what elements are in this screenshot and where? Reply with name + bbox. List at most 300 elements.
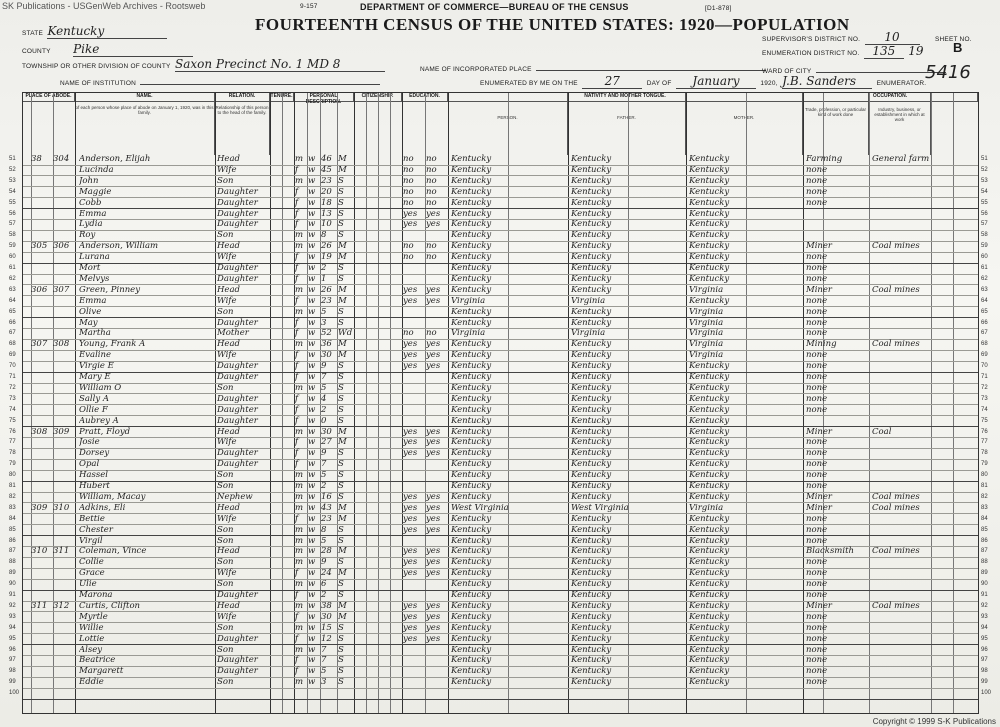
cell-bp: Kentucky: [451, 404, 492, 415]
cell-ms: M: [338, 600, 347, 611]
cell-race: w: [308, 546, 316, 557]
cell-fam: [53, 579, 75, 590]
cell-sex: f: [295, 197, 299, 208]
cell-fbp: Kentucky: [571, 284, 612, 295]
cell-sex: m: [295, 230, 304, 241]
cell-name: Ulie: [79, 579, 97, 590]
cell-dw: [31, 350, 53, 361]
township-value: Saxon Precinct No. 1 MD 8: [175, 57, 385, 72]
cell-occ: none: [806, 437, 828, 448]
cell-sex: f: [295, 568, 299, 579]
cell-ind: [872, 394, 930, 405]
cell-rel: Son: [217, 470, 234, 481]
line-number: 82: [9, 493, 16, 500]
cell-age: 9: [321, 361, 327, 372]
cell-age: 7: [321, 459, 327, 470]
cell-mbp: Kentucky: [689, 426, 730, 437]
cell-mbp: Kentucky: [689, 535, 730, 546]
cell-occ: none: [806, 611, 828, 622]
cell-ms: [338, 688, 352, 699]
cell-bp: Kentucky: [451, 459, 492, 470]
cell-race: w: [308, 655, 316, 666]
cell-fam: [53, 372, 75, 383]
cell-rel: Head: [217, 154, 240, 164]
cell-race: w: [308, 491, 316, 502]
cell-dw: 38: [31, 154, 42, 164]
cell-read: yes: [403, 633, 418, 644]
cell-sex: f: [295, 437, 299, 448]
cell-sex: f: [295, 415, 299, 426]
line-number: 84: [9, 515, 16, 522]
cell-ms: S: [338, 535, 344, 546]
cell-bp: Kentucky: [451, 197, 492, 208]
cell-fbp: Kentucky: [571, 600, 612, 611]
line-number: 91: [9, 592, 16, 598]
cell-ms: M: [338, 426, 347, 437]
cell-fbp: Kentucky: [571, 568, 612, 579]
cell-occ: none: [806, 295, 828, 306]
cell-name: Mary E: [79, 372, 111, 382]
line-number-right: 88: [981, 559, 988, 566]
cell-fam: [53, 318, 75, 329]
cell-mbp: Kentucky: [689, 524, 730, 535]
cell-ms: S: [338, 317, 344, 328]
line-number-right: 77: [981, 439, 988, 446]
cell-name: Anderson, William: [79, 241, 159, 252]
cell-name: Sally A: [79, 393, 109, 404]
cell-ms: M: [338, 611, 347, 622]
line-number: 79: [9, 461, 16, 468]
cell-mbp: Kentucky: [689, 622, 730, 633]
person-column-header: PERSON.: [448, 93, 568, 155]
enumerated-month: January: [676, 74, 756, 89]
cell-fam: 309: [53, 426, 70, 437]
cell-fam: 310: [53, 502, 70, 513]
cell-age: 6: [321, 579, 327, 590]
cell-ind: [872, 677, 930, 688]
cell-ms: M: [338, 502, 347, 513]
line-number-right: 61: [981, 265, 988, 271]
cell-mbp: Kentucky: [689, 546, 730, 557]
cell-fam: [53, 634, 75, 645]
cell-write: yes: [426, 502, 441, 513]
cell-ind: [872, 372, 930, 383]
cell-ms: M: [338, 252, 347, 263]
cell-ind: [872, 165, 930, 176]
cell-fbp: Kentucky: [571, 175, 612, 186]
cell-sex: f: [295, 611, 299, 622]
cell-rel: Daughter: [217, 186, 258, 197]
cell-ms: S: [338, 557, 344, 568]
cell-bp: Kentucky: [451, 339, 492, 350]
cell-race: w: [308, 666, 316, 677]
cell-mbp: Kentucky: [689, 154, 730, 164]
cell-occ: none: [806, 350, 828, 361]
cell-ms: S: [338, 372, 344, 382]
cell-fam: [53, 536, 75, 547]
cell-dw: [31, 252, 53, 263]
cell-ind: Coal mines: [872, 502, 920, 513]
cell-ind: [872, 219, 930, 230]
cell-dw: [31, 307, 53, 318]
cell-bp: Kentucky: [451, 481, 492, 491]
cell-fam: [53, 394, 75, 405]
cell-sex: f: [295, 295, 299, 306]
line-number-right: 55: [981, 199, 988, 206]
cell-dw: [31, 634, 53, 645]
cell-read: [403, 230, 425, 241]
cell-age: 5: [321, 535, 327, 546]
cell-write: yes: [426, 219, 441, 230]
cell-fam: 307: [53, 284, 70, 295]
cell-fbp: Kentucky: [571, 164, 612, 175]
cell-occ: none: [806, 590, 828, 600]
cell-write: [426, 263, 448, 274]
mother-column-header: MOTHER.: [686, 93, 803, 155]
line-number-right: 95: [981, 635, 988, 642]
cell-fam: [53, 176, 75, 187]
cell-ind: Coal mines: [872, 491, 920, 502]
cell-fam: 304: [53, 154, 70, 164]
line-number: 52: [9, 166, 16, 173]
cell-ms: Wd: [338, 328, 352, 339]
relation-column-header: Relationship of this person to the head of the family.: [215, 93, 270, 155]
cell-bp: Kentucky: [451, 317, 492, 328]
cell-name: Opal: [79, 459, 100, 470]
cell-write: [426, 383, 448, 394]
cell-fam: [53, 568, 75, 579]
cell-rel: Mother: [217, 328, 249, 339]
cell-occ: Miner: [806, 502, 832, 513]
census-title: FOURTEENTH CENSUS OF THE UNITED STATES: 1920—POPULATION: [255, 15, 850, 34]
cell-age: 7: [321, 644, 327, 655]
cell-occ: none: [806, 175, 828, 186]
cell-fbp: [571, 688, 683, 699]
cell-rel: Daughter: [217, 273, 258, 284]
cell-rel: Wife: [217, 513, 237, 524]
cell-name: Maggie: [79, 186, 112, 197]
line-number: 93: [9, 613, 16, 620]
cell-dw: [31, 187, 53, 198]
cell-fam: [53, 296, 75, 307]
cell-fbp: Kentucky: [571, 263, 612, 273]
cell-ind: [872, 187, 930, 198]
cell-name: Margarett: [79, 666, 124, 677]
cell-occ: [806, 416, 868, 427]
cell-dw: [31, 198, 53, 209]
cell-race: w: [308, 284, 316, 295]
cell-write: [426, 459, 448, 470]
line-number: 61: [9, 265, 16, 271]
cell-age: 18: [321, 197, 332, 208]
line-number: 89: [9, 570, 16, 577]
line-number-right: 96: [981, 646, 988, 653]
cell-occ: none: [806, 677, 828, 688]
line-number: 73: [9, 395, 16, 402]
cell-mbp: Kentucky: [689, 677, 730, 688]
cell-fam: [53, 612, 75, 623]
line-number: 56: [9, 210, 16, 217]
cell-fam: [53, 209, 75, 220]
cell-fbp: Kentucky: [571, 677, 612, 688]
cell-write: [426, 416, 448, 427]
cell-occ: none: [806, 535, 828, 546]
enumeration-suffix: 19: [908, 44, 924, 58]
cell-occ: none: [806, 666, 828, 677]
cell-read: [403, 688, 425, 699]
cell-mbp: Kentucky: [689, 600, 730, 611]
cell-sex: f: [295, 208, 299, 219]
cell-rel: Son: [217, 622, 234, 633]
cell-dw: [31, 470, 53, 481]
cell-write: yes: [426, 568, 441, 579]
line-number-right: 72: [981, 384, 988, 391]
line-number-right: 80: [981, 472, 988, 479]
line-number-right: 53: [981, 177, 988, 184]
enumeration-field: [762, 42, 924, 60]
line-number: 78: [9, 450, 16, 457]
cell-bp: Kentucky: [451, 372, 492, 382]
cell-rel: Daughter: [217, 372, 258, 382]
cell-ms: S: [338, 459, 344, 470]
line-number: 97: [9, 657, 16, 664]
cell-sex: f: [295, 350, 299, 361]
cell-ind: Coal mines: [872, 339, 920, 350]
cell-sex: f: [295, 448, 299, 459]
cell-age: 30: [321, 426, 332, 437]
cell-read: yes: [403, 437, 418, 448]
cell-age: 8: [321, 230, 327, 241]
cell-ms: S: [338, 361, 344, 372]
line-number: 57: [9, 221, 16, 228]
cell-ind: [872, 263, 930, 274]
cell-occ: Miner: [806, 491, 832, 502]
cell-mbp: Kentucky: [689, 557, 730, 568]
cell-dw: [31, 645, 53, 656]
cell-name: Hubert: [79, 481, 110, 491]
cell-occ: none: [806, 372, 828, 382]
cell-rel: Son: [217, 382, 234, 393]
cell-fam: [53, 405, 75, 416]
cell-write: [426, 579, 448, 590]
cell-write: [426, 688, 448, 699]
cell-name: John: [79, 175, 99, 186]
cell-occ: none: [806, 306, 828, 317]
cell-sex: m: [295, 579, 304, 590]
cell-age: 23: [321, 513, 332, 524]
sheet-label: SHEET NO.: [935, 36, 972, 43]
cell-ind: [872, 557, 930, 568]
cell-write: yes: [426, 350, 441, 361]
cell-mbp: Kentucky: [689, 590, 730, 600]
cell-age: 5: [321, 306, 327, 317]
cell-fbp: Kentucky: [571, 372, 612, 382]
cell-fbp: Kentucky: [571, 273, 612, 284]
cell-read: yes: [403, 502, 418, 513]
cell-occ: [806, 219, 868, 230]
cell-occ: none: [806, 644, 828, 655]
line-number-right: 85: [981, 526, 988, 533]
cell-ms: S: [338, 404, 344, 415]
institution-field: [60, 72, 380, 90]
cell-write: yes: [426, 284, 441, 295]
cell-fbp: Kentucky: [571, 546, 612, 557]
cell-fam: [53, 448, 75, 459]
line-number-right: 67: [981, 330, 988, 337]
cell-write: yes: [426, 611, 441, 622]
cell-write: yes: [426, 600, 441, 611]
cell-age: 9: [321, 557, 327, 568]
cell-write: yes: [426, 295, 441, 306]
cell-ind: [872, 688, 930, 699]
cell-bp: Kentucky: [451, 241, 492, 252]
cell-name: Melvys: [79, 273, 110, 284]
cell-mbp: Kentucky: [689, 448, 730, 459]
line-number: 80: [9, 472, 16, 479]
cell-rel: Daughter: [217, 393, 258, 404]
line-number: 70: [9, 363, 16, 370]
cell-age: 0: [321, 415, 327, 426]
cell-ind: [872, 525, 930, 536]
cell-fbp: Kentucky: [571, 350, 612, 361]
cell-age: 30: [321, 350, 332, 361]
cell-read: yes: [403, 600, 418, 611]
cell-ind: [872, 274, 930, 285]
cell-bp: Kentucky: [451, 186, 492, 197]
cell-age: 19: [321, 252, 332, 263]
cell-ms: M: [338, 546, 347, 557]
cell-race: w: [308, 557, 316, 568]
cell-race: w: [308, 197, 316, 208]
cell-name: Pratt, Floyd: [79, 426, 131, 437]
cell-ind: [872, 448, 930, 459]
cell-name: Josie: [79, 437, 100, 448]
cell-dw: [31, 383, 53, 394]
cell-age: 23: [321, 295, 332, 306]
group-place-of-abode: PLACE OF ABODE.: [23, 93, 75, 102]
cell-sex: m: [295, 154, 304, 164]
cell-rel: Daughter: [217, 590, 258, 600]
cell-bp: Kentucky: [451, 655, 492, 666]
cell-rel: Son: [217, 524, 234, 535]
cell-sex: m: [295, 470, 304, 481]
cell-age: 45: [321, 164, 332, 175]
cell-occ: none: [806, 164, 828, 175]
cell-rel: Son: [217, 579, 234, 590]
cell-dw: [31, 655, 53, 666]
cell-dw: [31, 492, 53, 503]
cell-ms: S: [338, 197, 344, 208]
cell-dw: [31, 219, 53, 230]
cell-fam: [53, 623, 75, 634]
cell-bp: Kentucky: [451, 230, 492, 241]
cell-fam: [53, 492, 75, 503]
line-number-right: 62: [981, 275, 988, 282]
cell-name: Ollie F: [79, 404, 108, 415]
cell-name: [79, 688, 213, 699]
cell-ind: [872, 307, 930, 318]
cell-dw: [31, 590, 53, 601]
cell-bp: Kentucky: [451, 611, 492, 622]
cell-name: Coleman, Vince: [79, 546, 147, 557]
cell-read: [403, 579, 425, 590]
cell-mbp: Kentucky: [689, 295, 730, 306]
cell-age: 7: [321, 655, 327, 666]
cell-ms: S: [338, 263, 344, 273]
county-value: Pike: [73, 42, 193, 57]
group-education: EDUCATION.: [402, 93, 448, 102]
cell-age: 24: [321, 568, 332, 579]
cell-rel: Daughter: [217, 448, 258, 459]
line-number: 94: [9, 624, 16, 631]
cell-name: Alsey: [79, 644, 103, 655]
cell-write: yes: [426, 622, 441, 633]
cell-name: Young, Frank A: [79, 339, 146, 350]
cell-rel: Son: [217, 230, 234, 241]
cell-ind: [872, 230, 930, 241]
cell-name: Virgil: [79, 535, 103, 546]
table-row: [9, 689, 992, 700]
cell-sex: m: [295, 535, 304, 546]
cell-name: Aubrey A: [79, 415, 119, 426]
cell-occ: none: [806, 655, 828, 666]
cell-bp: Kentucky: [451, 666, 492, 677]
cell-fbp: Kentucky: [571, 306, 612, 317]
cell-rel: [217, 688, 269, 699]
cell-sex: m: [295, 644, 304, 655]
cell-read: [403, 590, 425, 601]
cell-age: 23: [321, 175, 332, 186]
cell-dw: [31, 677, 53, 688]
cell-dw: [31, 437, 53, 448]
line-number-right: 81: [981, 483, 988, 489]
cell-fam: [53, 557, 75, 568]
cell-name: William, Macay: [79, 491, 146, 502]
cell-read: [403, 536, 425, 547]
cell-sex: f: [295, 263, 299, 273]
line-number-right: 100: [981, 690, 992, 697]
cell-write: no: [426, 164, 437, 175]
state-field: [22, 22, 167, 40]
department-heading: DEPARTMENT OF COMMERCE—BUREAU OF THE CENSUS: [360, 2, 629, 12]
cell-ms: M: [338, 241, 347, 252]
cell-occ: Farming: [806, 154, 843, 164]
cell-read: yes: [403, 295, 418, 306]
cell-rel: Daughter: [217, 633, 258, 644]
cell-occ: none: [806, 622, 828, 633]
cell-fam: [53, 655, 75, 666]
line-number: 85: [9, 526, 16, 533]
cell-read: yes: [403, 622, 418, 633]
cell-age: 26: [321, 284, 332, 295]
cell-ind: [872, 209, 930, 220]
line-number-right: 59: [981, 243, 988, 250]
cell-write: [426, 394, 448, 405]
cell-mbp: Virginia: [689, 502, 724, 513]
cell-occ: [806, 688, 868, 699]
cell-write: yes: [426, 339, 441, 350]
cell-bp: Kentucky: [451, 208, 492, 219]
cell-rel: Son: [217, 306, 234, 317]
cell-occ: [806, 209, 868, 220]
group-occupation: OCCUPATION.: [803, 93, 978, 102]
cell-race: w: [308, 426, 316, 437]
cell-ind: [872, 296, 930, 307]
cell-fbp: West Virginia: [571, 502, 629, 513]
cell-write: no: [426, 154, 437, 164]
cell-ind: Coal: [872, 426, 892, 437]
cell-mbp: Kentucky: [689, 611, 730, 622]
